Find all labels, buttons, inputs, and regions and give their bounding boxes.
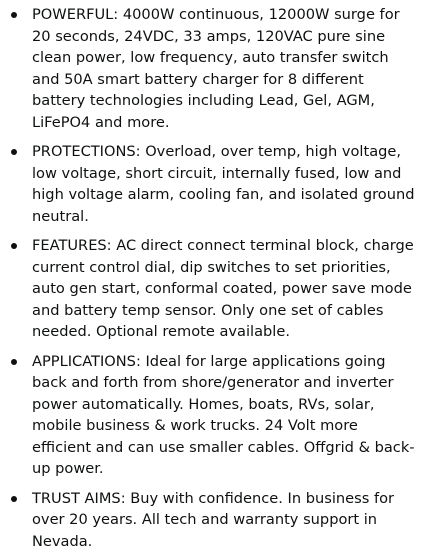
bullet-dot-icon bbox=[11, 12, 17, 18]
bullet-dot-icon bbox=[11, 149, 17, 155]
bullet-item-powerful bbox=[0, 4, 425, 133]
bullet-dot-icon bbox=[11, 496, 17, 502]
bullet-item-features bbox=[0, 235, 425, 343]
bullet-dot-icon bbox=[11, 243, 17, 249]
bullet-item-applications bbox=[0, 351, 425, 480]
bullet-text: FEATURES: AC direct connect terminal block, charge current control dial, dip switches to set priorities, auto gen start, conformal coated, power save mode and battery temp sensor. Only one set of cables needed. Optional remote available. bbox=[32, 237, 414, 340]
bullet-text: APPLICATIONS: Ideal for large applications going back and forth from shore/generator and inverter power automatically. Homes, boats, RVs, solar, mobile business & work trucks. 24 Volt more efficient and can use smaller cables. Offgrid & back-up power. bbox=[32, 353, 415, 478]
bullet-dot-icon bbox=[11, 359, 17, 365]
bullet-text: POWERFUL: 4000W continuous, 12000W surge for 20 seconds, 24VDC, 33 amps, 120VAC pure sine clean power, low frequency, auto transfer switch and 50A smart battery charger for 8 different battery technologies including Lead, Gel, AGM, LiFePO4 and more. bbox=[32, 6, 400, 131]
bullet-text: PROTECTIONS: Overload, over temp, high voltage, low voltage, short circuit, internally fused, low and high voltage alarm, cooling fan, and isolated ground neutral. bbox=[32, 143, 414, 225]
bullet-item-trust-aims bbox=[0, 488, 425, 552]
bullet-item-protections bbox=[0, 141, 425, 227]
bullet-text: TRUST AIMS: Buy with confidence. In business for over 20 years. All tech and warranty support in Nevada. bbox=[32, 490, 394, 550]
